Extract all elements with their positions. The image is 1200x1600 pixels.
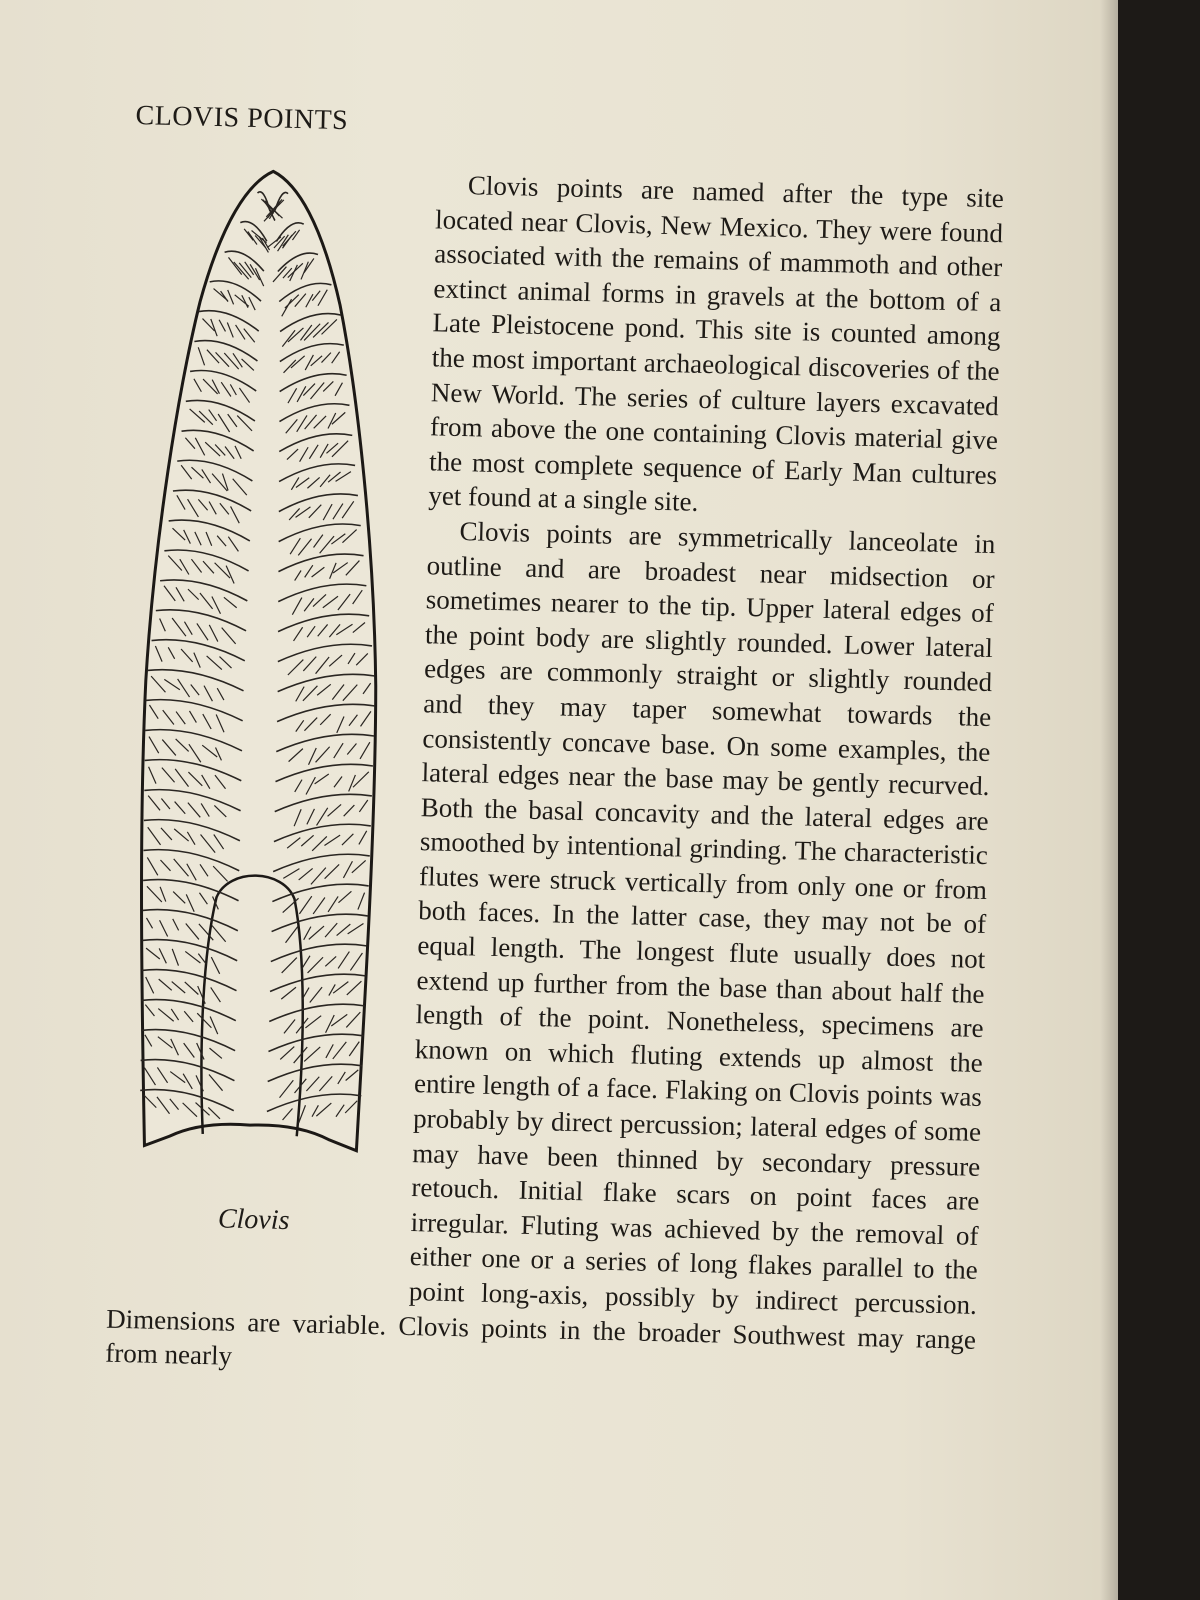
paragraph-2: Clovis points are symmetrically lanceolate in outline and are broadest near midsection or sometimes nearer to the tip. Upper lateral edges of the point body are slightly rounded. Lower lateral edges are commonly straight or slightly rounded and they may taper somewhat towards the consistently concave base. On some examples, the lateral edges near the base may be gently recurved. Both the basal concavity and the lateral edges are smoothed by intentional grinding. The characteristic flutes were struck vertically from only one or from both faces. In the latter case, they may not be of equal length. The longest flute usually does not extend up further from the base than about half the length of the point. Nonetheless, specimens are known on which fluting extends up almost the entire length of a face. Flaking on Clovis points was probably by direct percussion; lateral edges of some may have been thinned by secondary pressure retouch. Initial flake scars on point faces are irregular. Fluting was achieved by the removal of either one or a series of long flakes parallel to the point long-axis, possibly by indirect percussion. Dimensions are variable. Clovis points in the broader Southwest may range from nearly (105, 515, 996, 1371)
body-text (105, 160, 1004, 1392)
page-content (100, 100, 1006, 1600)
section-heading: CLOVIS POINTS (135, 100, 349, 137)
paragraph-1: Clovis points are named after the type site located near Clovis, New Mexico. They were found associated with the remains of mammoth and other extinct animal forms in gravels at the bottom of a Late Pleistocene pond. This site is counted among the most important archaeological discoveries of the New World. The series of culture layers excavated from above the one containing Clovis material give the most complete sequence of Early Man cultures yet found at a single site. (428, 170, 1005, 518)
clovis-point-drawing-icon (124, 160, 399, 1176)
figure-caption: Clovis (217, 1203, 290, 1237)
figure (107, 160, 424, 1277)
page-edge-shadow (1100, 0, 1118, 1600)
